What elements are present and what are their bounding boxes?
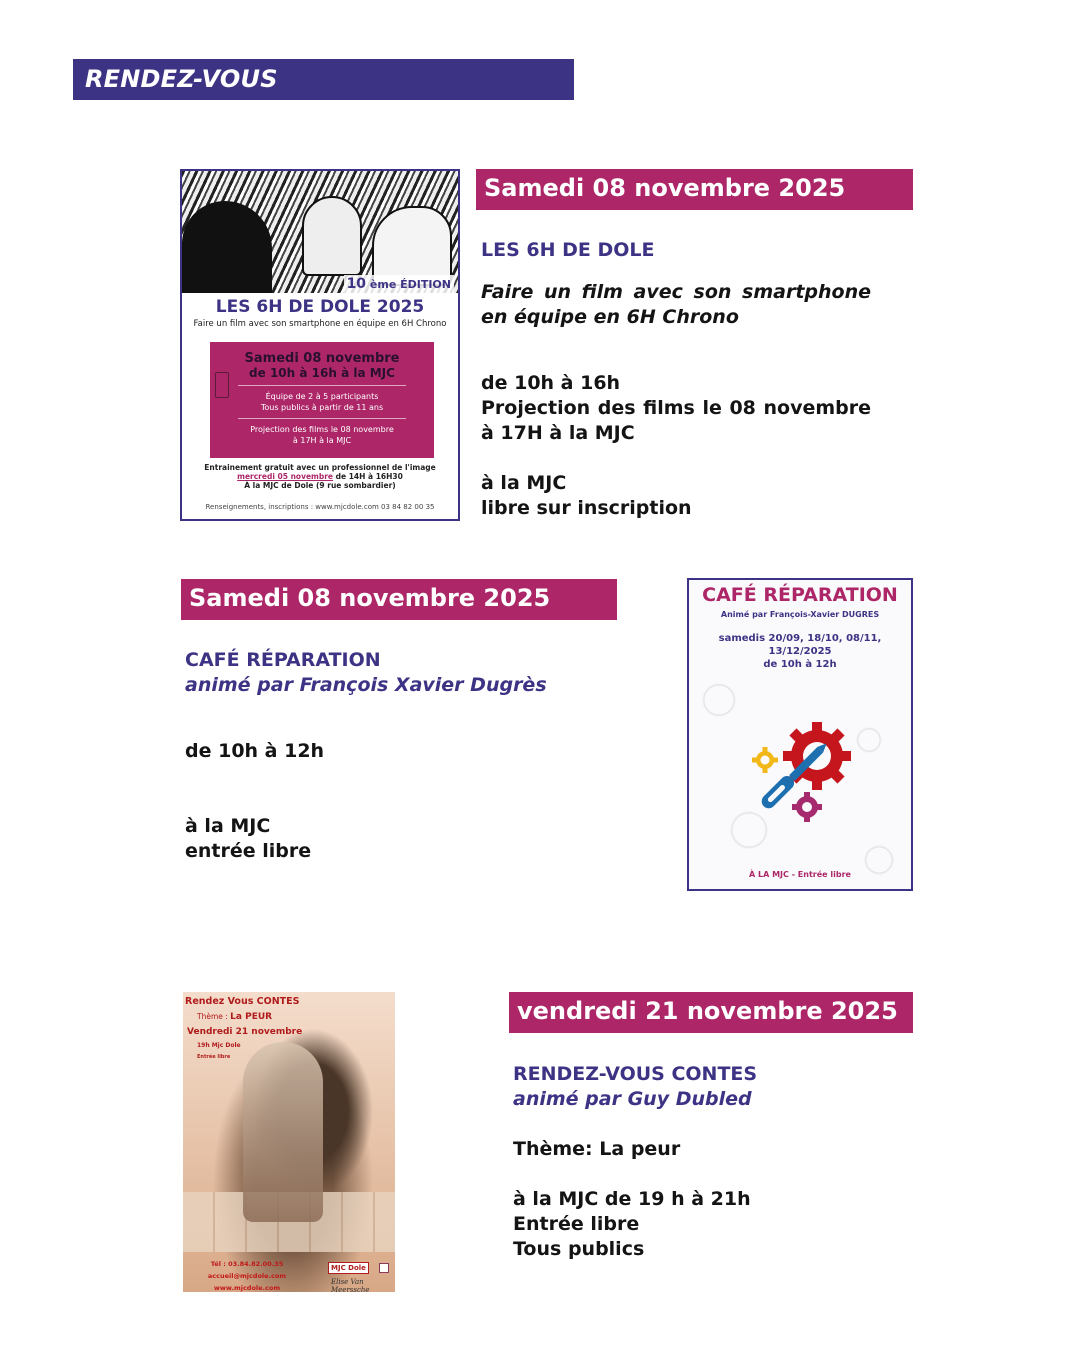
artist-signature: Elise Van Meerssche [331, 1278, 370, 1292]
poster-info-box: Samedi 08 novembre de 10h à 16h à la MJC Équipe de 2 à 5 participants Tous publics à partir de 11 ans Projection des films le 08 novembre à 17H à la MJC [210, 342, 434, 458]
smartphone-icon [215, 372, 229, 398]
mjc-logo: MJC Dole [328, 1262, 369, 1274]
drawing-figure [243, 1042, 323, 1222]
event-details: à la MJC de 19 h à 21h Entrée libre Tous publics [513, 1188, 751, 1260]
event-title: CAFÉ RÉPARATION animé par François Xavier Dugrès [185, 649, 547, 696]
event-description: Faire un film avec son smartphone en équipe en 6H Chrono [481, 281, 871, 328]
event-time: de 10h à 12h [185, 740, 325, 762]
event-date-bar: Samedi 08 novembre 2025 [476, 169, 913, 210]
event-place: à la MJC entrée libre [185, 815, 312, 862]
event-theme: Thème: La peur [513, 1138, 681, 1160]
event-title: RENDEZ-VOUS CONTES animé par Guy Dubled [513, 1063, 758, 1110]
event-poster-cafe-reparation: CAFÉ RÉPARATION Animé par François-Xavier DUGRES samedis 20/09, 18/10, 08/11, 13/12/2025 de 10h à 12h À LA MJC - Entrée libre [687, 578, 913, 891]
event-title: LES 6H DE DOLE [481, 239, 655, 261]
poster-subtitle: Faire un film avec son smartphone en équipe en 6H Chrono [193, 319, 447, 329]
gear-screwdriver-icon [747, 718, 857, 828]
edition-badge: 10 ème ÉDITION [344, 275, 454, 293]
poster-contact: Renseignements, inscriptions : www.mjcdole.com 03 84 82 00 35 [205, 503, 435, 511]
event-poster-rendez-vous-contes: Rendez Vous CONTES Thème : La PEUR Vendredi 21 novembre 19h Mjc Dole Entrée libre Tél : 03.84.82.00.35 accueil@mjcdole.com www.mjcdole.com MJC Dole Elise Van Meerssche [183, 992, 395, 1292]
event-details: de 10h à 16h Projection des films le 08 novembre à 17H à la MJC à la MJC libre sur inscription [481, 372, 871, 519]
badge-icon [379, 1263, 389, 1273]
poster-training-info: Entrainement gratuit avec un professionnel de l'image mercredi 05 novembre de 14H à 16H30 À la MJC de Dole (9 rue sombardier) [204, 463, 436, 490]
event-date-bar: Samedi 08 novembre 2025 [181, 579, 617, 620]
event-poster-6h-de-dole [180, 169, 460, 521]
section-title: RENDEZ-VOUS [73, 59, 574, 100]
event-date-bar: vendredi 21 novembre 2025 [509, 992, 913, 1033]
poster-title: LES 6H DE DOLE 2025 [215, 297, 425, 317]
